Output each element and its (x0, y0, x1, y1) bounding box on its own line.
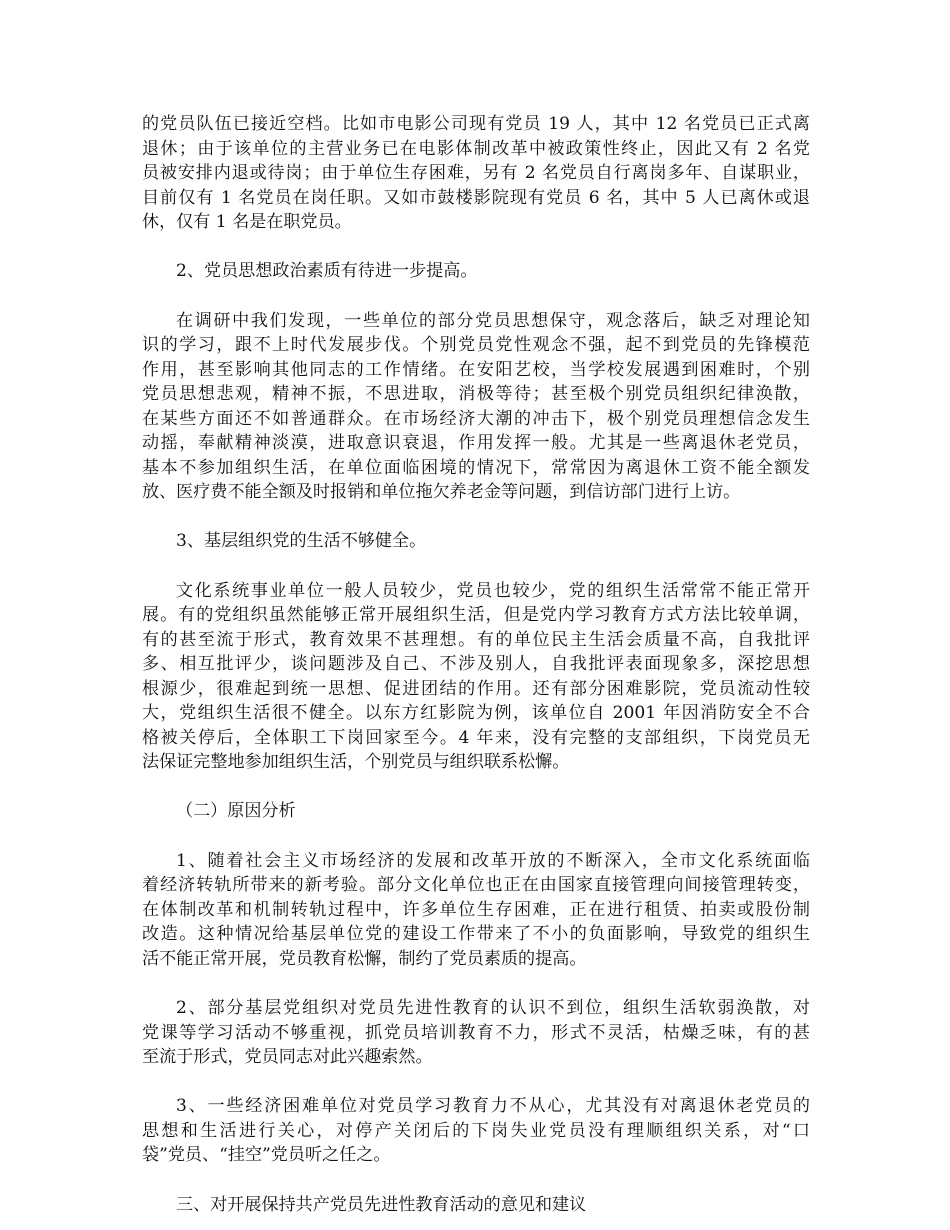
text-line: 识的学习，跟不上时代发展步伐。个别党员党性观念不强，起不到党员的先锋模范 (142, 335, 810, 356)
text-line: 目前仅有 1 名党员在岗任职。又如市鼓楼影院现有党员 6 名，其中 5 人已离休或退 (142, 187, 810, 208)
text-line: 思想和生活进行关心，对停产关闭后的下岗失业党员没有理顺组织关系，对“口 (142, 1120, 810, 1141)
heading-2 (142, 259, 810, 284)
paragraph-2 (142, 309, 810, 505)
paragraph-spacer (142, 554, 810, 579)
paragraph-3 (142, 579, 810, 775)
text-line: 3、一些经济困难单位对党员学习教育力不从心，尤其没有对离退休老党员的 (176, 1096, 810, 1117)
text-line: 多、相互批评少，谈问题涉及自己、不涉及别人，自我批评表面现象多，深挖思想 (142, 654, 810, 675)
text-line: 员被安排内退或待岗；由于单位生存困难，另有 2 名党员自行离岗多年、自谋职业， (142, 163, 810, 183)
text-line: 改造。这种情况给基层单位党的建设工作带来了不小的负面影响，导致党的组织生 (142, 924, 810, 945)
heading-3 (142, 529, 810, 554)
paragraph-spacer (142, 235, 810, 260)
text-line: 法保证完整地参加组织生活，个别党员与组织联系松懈。 (142, 752, 570, 773)
paragraph-cause-3 (142, 1094, 810, 1168)
heading-text: 三、对开展保持共产党员先进性教育活动的意见和建议 (176, 1194, 587, 1215)
text-line: 休，仅有 1 名是在职党员。 (142, 212, 352, 232)
text-line: 着经济转轨所带来的新考验。部分文化单位也正在由国家直接管理向间接管理转变， (142, 875, 810, 896)
paragraph-cause-2 (142, 996, 810, 1070)
text-line: 退休；由于该单位的主营业务已在电影体制改革中被政策性终止，因此又有 2 名党 (142, 138, 810, 159)
text-line: 至流于形式，党员同志对此兴趣索然。 (142, 1047, 433, 1068)
text-line: 基本不参加组织生活，在单位面临困境的情况下，常常因为离退休工资不能全额发 (142, 457, 810, 478)
text-line: 1、随着社会主义市场经济的发展和改革开放的不断深入，全市文化系统面临 (176, 850, 810, 871)
paragraph-spacer (142, 824, 810, 849)
heading-text: 3、基层组织党的生活不够健全。 (176, 531, 427, 552)
text-line: 党员思想悲观，精神不振，不思进取，消极等待；甚至极个别党员组织纪律涣散， (142, 384, 810, 405)
text-line: 放、医疗费不能全额及时报销和单位拖欠养老金等问题，到信访部门进行上访。 (142, 482, 741, 503)
document-body (142, 112, 810, 1217)
text-line: 大，党组织生活很不健全。以东方红影院为例，该单位自 2001 年因消防安全不合 (142, 703, 810, 724)
paragraph-spacer (142, 971, 810, 996)
paragraph-spacer (142, 284, 810, 309)
heading-section-3 (142, 1193, 810, 1218)
text-line: 根源少，很难起到统一思想、促进团结的作用。还有部分困难影院，党员流动性较 (142, 678, 810, 699)
text-line: 活不能正常开展，党员教育松懈，制约了党员素质的提高。 (142, 948, 587, 969)
text-line: 在体制改革和机制转轨过程中，许多单位生存困难，正在进行租赁、拍卖或股份制 (142, 899, 810, 920)
text-line: 文化系统事业单位一般人员较少，党员也较少，党的组织生活常常不能正常开 (176, 580, 810, 601)
text-line: 格被关停后，全体职工下岗回家至今。4 年来，没有完整的支部组织，下岗党员无 (142, 727, 810, 748)
text-line: 在某些方面还不如普通群众。在市场经济大潮的冲击下，极个别党员理想信念发生 (142, 408, 810, 429)
text-line: 展。有的党组织虽然能够正常开展组织生活，但是党内学习教育方式方法比较单调， (142, 605, 810, 626)
text-line: 的党员队伍已接近空档。比如市电影公司现有党员 19 人，其中 12 名党员已正式离 (142, 114, 810, 134)
text-line: 有的甚至流于形式，教育效果不甚理想。有的单位民主生活会质量不高，自我批评 (142, 629, 810, 650)
heading-text: （二）原因分析 (176, 801, 296, 822)
text-line: 2、部分基层党组织对党员先进性教育的认识不到位，组织生活软弱涣散，对 (176, 998, 810, 1019)
text-line: 党课等学习活动不够重视，抓党员培训教育不力，形式不灵活，枯燥乏味，有的甚 (142, 1022, 810, 1043)
text-line: 袋”党员、“挂空”党员听之任之。 (142, 1145, 391, 1166)
heading-cause-analysis (142, 799, 810, 824)
text-line: 在调研中我们发现，一些单位的部分党员思想保守，观念落后，缺乏对理论知 (176, 310, 810, 331)
text-line: 动摇，奉献精神淡漠，进取意识衰退，作用发挥一般。尤其是一些离退休老党员， (142, 433, 810, 454)
paragraph-spacer (142, 1168, 810, 1193)
heading-text: 2、党员思想政治素质有待进一步提高。 (176, 261, 478, 282)
paragraph-spacer (142, 505, 810, 530)
paragraph-spacer (142, 1070, 810, 1095)
text-line: 作用，甚至影响其他同志的工作情绪。在安阳艺校，当学校发展遇到困难时，个别 (142, 359, 810, 380)
paragraph-cause-1 (142, 849, 810, 972)
paragraph-1 (142, 112, 810, 235)
paragraph-spacer (142, 775, 810, 800)
